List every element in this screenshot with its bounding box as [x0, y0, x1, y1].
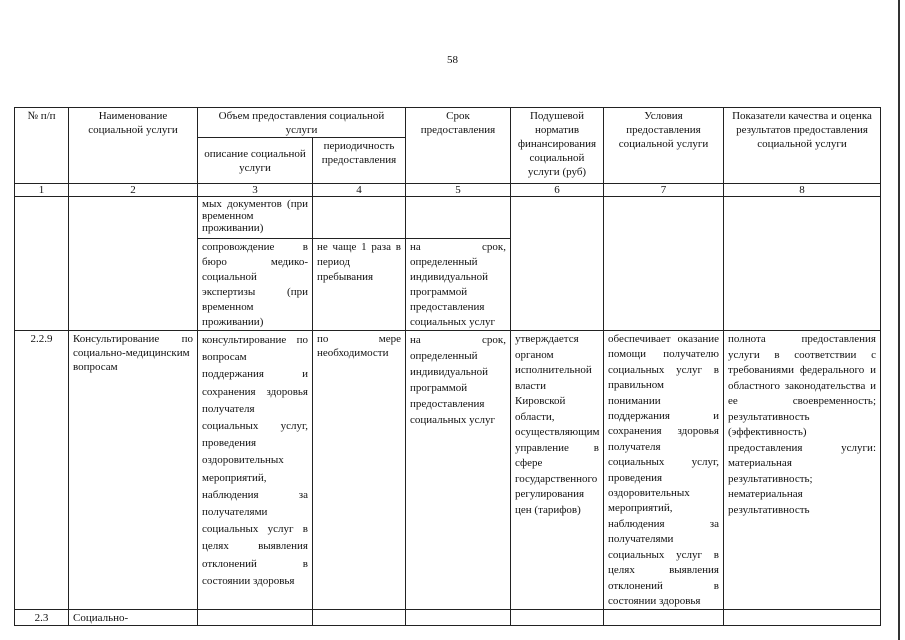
- cell-service-name: Социально-: [69, 610, 198, 626]
- table-row: [15, 331, 881, 610]
- cell-empty: [313, 610, 406, 626]
- cell-term: на срок, определенный индивидуальной программой предоставления социальных услуг: [406, 239, 511, 331]
- cell-empty: [604, 610, 724, 626]
- cell-conditions: обеспечивает оказание помощи получателю социальных услуг в правильном понимании поддержания и сохранения здоровья получателя социальных услуг, проведения оздоровительных мероприятий, наблюдения за получателями социальных услуг в целях выявления отклонений в состоянии здоровья: [604, 331, 724, 610]
- header-row: [15, 108, 881, 138]
- cell-service-name: Консультирование по социально-медицинским вопросам: [69, 331, 198, 610]
- cell-empty: [406, 610, 511, 626]
- cell-empty: [406, 197, 511, 239]
- cell-periodicity: по мере необходимости: [313, 331, 406, 610]
- cell-empty: [724, 610, 881, 626]
- header-volume: Объем предоставления социальной услуги: [198, 108, 406, 138]
- cell-empty: [15, 197, 69, 331]
- header-service-name: Наименование социальной услуги: [69, 108, 198, 184]
- header-quality: Показатели качества и оценка результатов предоставления социальной услуги: [724, 108, 881, 184]
- column-number: 7: [604, 184, 724, 197]
- cell-empty: [511, 197, 604, 331]
- cell-empty: [604, 197, 724, 331]
- cell-number: 2.2.9: [15, 331, 69, 610]
- page-number: 58: [447, 54, 458, 66]
- cell-description: мых документов (при временном проживании): [198, 197, 313, 239]
- cell-quality: полнота предоставления услуги в соответствии с требованиями федерального и областного законодательства и ее своевременность; результативность (эффективность) предоставления услуги: материальная результативность; нематериальная результативность: [724, 331, 881, 610]
- page-edge-line: [898, 0, 900, 640]
- cell-description: сопровождение в бюро медико-социальной экспертизы (при временном проживании): [198, 239, 313, 331]
- cell-periodicity: не чаще 1 раза в период пребывания: [313, 239, 406, 331]
- cell-empty: [511, 610, 604, 626]
- cell-norm: утверждается органом исполнительной власти Кировской области, осуществляющим управление в сфере государственного регулирования цен (тарифов): [511, 331, 604, 610]
- column-numbers-row: [15, 184, 881, 197]
- cell-empty: [313, 197, 406, 239]
- header-norm: Подушевой норматив финансирования социальной услуги (руб): [511, 108, 604, 184]
- cell-number: 2.3: [15, 610, 69, 626]
- social-services-table: [14, 107, 881, 626]
- column-number: 4: [313, 184, 406, 197]
- column-number: 3: [198, 184, 313, 197]
- header-number: № п/п: [15, 108, 69, 184]
- cell-empty: [198, 610, 313, 626]
- column-number: 8: [724, 184, 881, 197]
- cell-term: на срок, определенный индивидуальной программой предоставления социальных услуг: [406, 331, 511, 610]
- header-term: Срок предоставления: [406, 108, 511, 184]
- column-number: 2: [69, 184, 198, 197]
- column-number: 5: [406, 184, 511, 197]
- column-number: 6: [511, 184, 604, 197]
- header-description: описание социальной услуги: [198, 138, 313, 184]
- cell-description: консультирование по вопросам поддержания и сохранения здоровья получателя социальных услуг, проведения оздоровительных мероприятий, наблюдения за получателями социальных услуг в целях выявления отклонений в состоянии здоровья: [198, 331, 313, 610]
- table-row: [15, 197, 881, 239]
- header-periodicity: периодичность предоставления: [313, 138, 406, 184]
- header-conditions: Условия предоставления социальной услуги: [604, 108, 724, 184]
- column-number: 1: [15, 184, 69, 197]
- cell-empty: [69, 197, 198, 331]
- cell-empty: [724, 197, 881, 331]
- table-row: [15, 610, 881, 626]
